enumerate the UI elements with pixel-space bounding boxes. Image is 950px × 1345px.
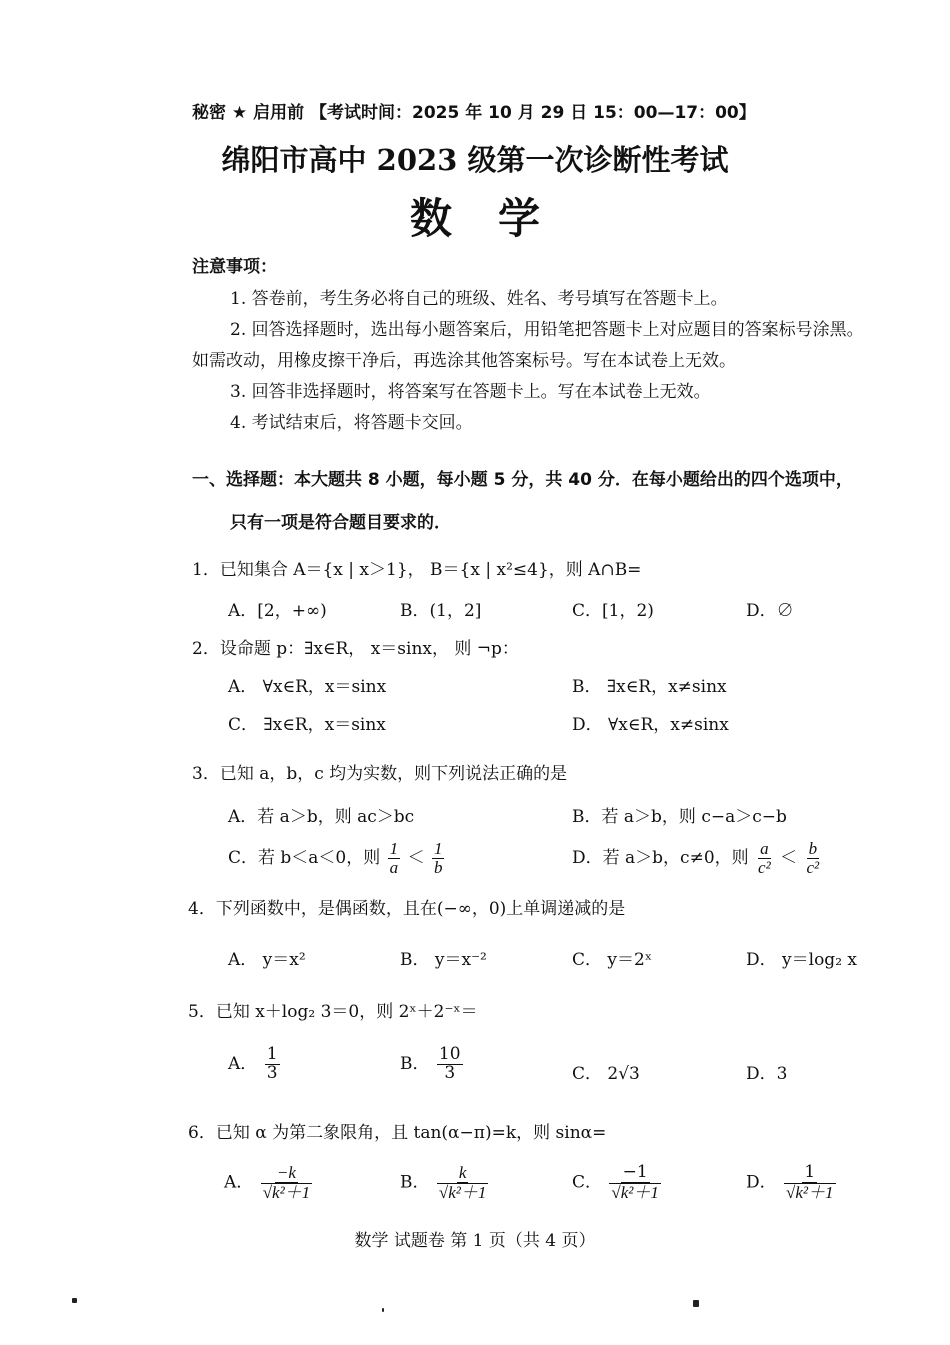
numerator: −k: [276, 1163, 296, 1182]
numerator: k: [458, 1163, 467, 1182]
question-5-option-a: [228, 1046, 282, 1083]
numerator: b: [808, 839, 818, 858]
notice-item: 如需改动，用橡皮擦干净后，再选涂其他答案标号。写在本试卷上无效。: [192, 351, 736, 371]
question-6-option-a: [224, 1164, 314, 1202]
denominator-radical: √k²＋1: [438, 1182, 487, 1202]
scan-speck: [382, 1308, 384, 1312]
numerator: 10: [438, 1044, 461, 1064]
denominator-radical: √k²＋1: [786, 1182, 834, 1202]
question-2-stem: 2．设命题 p：∃x∈R， x＝sinx， 则 ¬p：: [192, 639, 519, 659]
question-2-option-a: A． ∀x∈R，x＝sinx: [228, 677, 387, 697]
denominator: 3: [444, 1062, 456, 1083]
page-footer: 数学 试题卷 第 1 页（共 4 页）: [354, 1231, 596, 1251]
question-3-option-d: [572, 840, 823, 877]
notice-item: 3. 回答非选择题时，将答案写在答题卡上。写在本试卷上无效。: [230, 382, 711, 402]
option-label: D．: [746, 1172, 777, 1193]
denominator: a: [389, 857, 399, 877]
question-3-option-c: [228, 840, 446, 877]
question-5-option-d: D．3: [746, 1064, 788, 1084]
fraction: [432, 840, 445, 877]
denominator: c²: [806, 857, 820, 877]
denominator-radical: √k²＋1: [611, 1182, 659, 1202]
fraction: [437, 1164, 488, 1202]
numerator: 1: [804, 1162, 816, 1182]
option-label: B．: [400, 1053, 430, 1074]
option-d-prefix: D．若 a＞b，c≠0，则: [572, 847, 749, 868]
question-4-stem: 4．下列函数中，是偶函数，且在(−∞，0)上单调递减的是: [188, 899, 626, 919]
notice-item: 4. 考试结束后，将答题卡交回。: [230, 413, 473, 433]
denominator: 3: [266, 1062, 278, 1083]
scan-speck: [693, 1300, 699, 1307]
question-1-stem: 1．已知集合 A＝{x | x＞1}， B＝{x | x²≤4}，则 A∩B=: [192, 560, 642, 580]
question-1-option-c: C．[1，2): [572, 601, 654, 621]
denominator: c²: [758, 857, 771, 877]
section-heading: 一、选择题：本大题共 8 小题，每小题 5 分，共 40 分．在每小题给出的四个选项中，: [192, 470, 853, 490]
question-5-stem: 5．已知 x＋log₂ 3＝0，则 2ˣ＋2⁻ˣ＝: [188, 1002, 478, 1022]
question-3-option-b: B．若 a＞b，则 c−a＞c−b: [572, 807, 787, 827]
question-6-option-d: [746, 1164, 838, 1202]
fraction: [437, 1046, 463, 1083]
question-4-option-d: D． y＝log₂ x: [746, 950, 857, 970]
question-5-option-b: [400, 1046, 465, 1083]
option-label: B．: [400, 1172, 430, 1193]
notice-item: 2. 回答选择题时，选出每小题答案后，用铅笔把答题卡上对应题目的答案标号涂黑。: [230, 320, 864, 340]
question-2-option-c: C． ∃x∈R，x＝sinx: [228, 715, 386, 735]
notices-heading: 注意事项：: [192, 257, 277, 277]
scan-speck: [72, 1298, 77, 1303]
denominator: b: [433, 857, 443, 877]
question-6-stem: 6．已知 α 为第二象限角，且 tan(α−π)=k，则 sinα=: [188, 1123, 607, 1143]
numerator: a: [760, 839, 769, 858]
question-4-option-b: B． y＝x⁻²: [400, 950, 487, 970]
exam-title: 绵阳市高中 2023 级第一次诊断性考试: [221, 143, 729, 177]
question-2-option-b: B． ∃x∈R，x≠sinx: [572, 677, 727, 697]
fraction: [805, 840, 822, 877]
question-2-option-d: D． ∀x∈R，x≠sinx: [572, 715, 729, 735]
confidential-header: 秘密 ★ 启用前 【考试时间：2025 年 10 月 29 日 15：00—17：00】: [192, 103, 756, 123]
numerator: −1: [622, 1162, 648, 1182]
numerator: 1: [266, 1044, 278, 1064]
question-5-option-c: C． 2√3: [572, 1064, 640, 1084]
question-4-option-a: A． y＝x²: [228, 950, 306, 970]
option-c-prefix: C．若 b＜a＜0，则: [228, 847, 381, 868]
notice-item: 1. 答卷前，考生务必将自己的班级、姓名、考号填写在答题卡上。: [230, 289, 728, 309]
less-than: ＜: [780, 847, 798, 868]
numerator: 1: [433, 839, 443, 858]
question-3-stem: 3．已知 a，b，c 均为实数，则下列说法正确的是: [192, 764, 568, 784]
option-label: A．: [228, 1053, 258, 1074]
fraction: [609, 1164, 660, 1202]
subject-title: 数学: [409, 194, 586, 243]
numerator: 1: [389, 839, 399, 858]
question-3-option-a: A．若 a＞b，则 ac＞bc: [228, 807, 415, 827]
less-than: ＜: [407, 847, 425, 868]
question-6-option-c: [572, 1164, 663, 1202]
question-1-option-b: B．(1，2]: [400, 601, 482, 621]
fraction: [261, 1164, 312, 1202]
denominator-radical: √k²＋1: [262, 1182, 311, 1202]
question-1-option-d: D．∅: [746, 601, 794, 621]
question-6-option-b: [400, 1164, 490, 1202]
fraction: [265, 1046, 280, 1083]
option-label: A．: [224, 1172, 254, 1193]
question-4-option-c: C． y＝2ˣ: [572, 950, 653, 970]
fraction: [388, 840, 401, 877]
question-1-option-a: A．[2，+∞): [228, 601, 327, 621]
fraction: [756, 840, 773, 877]
fraction: [784, 1164, 835, 1202]
section-heading-cont: 只有一项是符合题目要求的．: [230, 513, 451, 533]
option-label: C．: [572, 1172, 603, 1193]
